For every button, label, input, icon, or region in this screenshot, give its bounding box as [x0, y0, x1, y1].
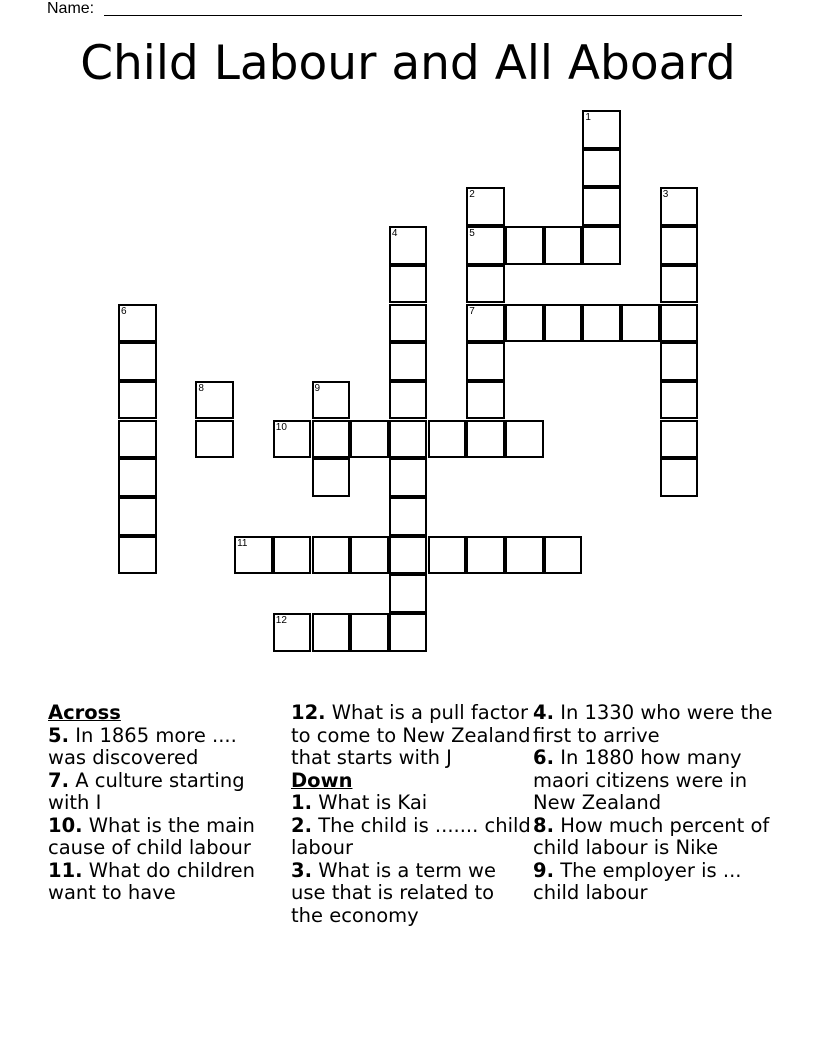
- clue-number: 11.: [48, 858, 83, 882]
- grid-cell[interactable]: [660, 342, 699, 381]
- clue-across-12: [291, 702, 531, 770]
- cell-number: 12: [275, 615, 287, 627]
- clue-number: 2.: [291, 813, 312, 837]
- grid-cell[interactable]: [466, 420, 505, 459]
- grid-cell[interactable]: [621, 304, 660, 343]
- grid-cell[interactable]: [350, 536, 389, 575]
- grid-cell[interactable]: [660, 304, 699, 343]
- clue-down-6: [533, 747, 783, 815]
- grid-cell[interactable]: [582, 149, 621, 188]
- clue-down-9: [533, 860, 783, 905]
- clue-down-8: [533, 815, 783, 860]
- grid-cell[interactable]: [660, 458, 699, 497]
- grid-cell[interactable]: [118, 458, 157, 497]
- clue-across-5: [48, 725, 280, 770]
- clue-text: What do children want to have: [48, 858, 255, 904]
- grid-cell[interactable]: [389, 497, 428, 536]
- grid-cell[interactable]: [350, 613, 389, 652]
- grid-cell[interactable]: [505, 304, 544, 343]
- clue-text: In 1880 how many maori citizens were in New Zealand: [533, 746, 748, 814]
- grid-cell[interactable]: [544, 304, 583, 343]
- grid-cell[interactable]: [312, 458, 351, 497]
- grid-cell[interactable]: [118, 304, 157, 343]
- cell-number: 10: [275, 421, 287, 433]
- grid-cell[interactable]: [118, 420, 157, 459]
- clue-text: In 1330 who were the first to arrive: [533, 701, 773, 747]
- grid-cell[interactable]: [466, 187, 505, 226]
- clue-text: In 1865 more .... was discovered: [48, 723, 237, 769]
- grid-cell[interactable]: [544, 536, 583, 575]
- grid-cell[interactable]: [389, 381, 428, 420]
- clue-down-1: [291, 792, 531, 815]
- clue-number: 6.: [533, 746, 554, 769]
- cell-number: 7: [469, 305, 475, 317]
- clue-down-4: [533, 702, 783, 747]
- grid-cell[interactable]: [505, 226, 544, 265]
- clue-number: 4.: [533, 701, 554, 724]
- clue-down-2: [291, 815, 531, 860]
- grid-cell[interactable]: [660, 265, 699, 304]
- grid-cell[interactable]: [582, 226, 621, 265]
- cell-number: 4: [391, 228, 398, 240]
- grid-cell[interactable]: [350, 420, 389, 459]
- clue-across-7: [48, 770, 280, 815]
- grid-cell[interactable]: [234, 536, 273, 575]
- clue-number: 7.: [48, 768, 69, 792]
- cell-number: 8: [198, 382, 204, 394]
- clue-text: What is a term we use that is related to the economy: [291, 858, 497, 927]
- grid-cell[interactable]: [544, 226, 583, 265]
- grid-cell[interactable]: [118, 342, 157, 381]
- grid-cell[interactable]: [466, 342, 505, 381]
- page-title: Child Labour and All Aboard: [80, 36, 736, 91]
- cell-number: 6: [121, 305, 127, 317]
- cell-number: 11: [237, 537, 248, 549]
- grid-cell[interactable]: [466, 304, 505, 343]
- clue-number: 9.: [533, 858, 554, 882]
- grid-cell[interactable]: [389, 574, 428, 613]
- grid-cell[interactable]: [195, 420, 234, 459]
- grid-cell[interactable]: [195, 381, 234, 420]
- grid-cell[interactable]: [118, 381, 157, 420]
- name-label: Name:: [47, 0, 95, 17]
- clue-down-3: [291, 860, 531, 928]
- grid-cell[interactable]: [466, 226, 505, 265]
- clue-number: 10.: [48, 813, 83, 837]
- clue-text: How much percent of child labour is Nike: [533, 813, 770, 859]
- cell-number: 5: [469, 228, 475, 240]
- clue-number: 8.: [533, 813, 554, 837]
- grid-cell[interactable]: [428, 420, 467, 459]
- grid-cell[interactable]: [660, 420, 699, 459]
- grid-cell[interactable]: [312, 613, 351, 652]
- grid-cell[interactable]: [118, 497, 157, 536]
- grid-cell[interactable]: [312, 381, 351, 420]
- grid-cell[interactable]: [273, 420, 312, 459]
- grid-cell[interactable]: [118, 536, 157, 575]
- grid-cell[interactable]: [312, 536, 351, 575]
- cell-number: 2: [469, 189, 475, 201]
- clue-text: The child is ....... child labour: [291, 813, 531, 859]
- grid-cell[interactable]: [273, 613, 312, 652]
- clue-text: What is the main cause of child labour: [48, 813, 255, 859]
- name-field: [47, 0, 94, 18]
- grid-cell[interactable]: [389, 420, 428, 459]
- clue-text: The employer is ... child labour: [533, 858, 742, 904]
- cell-number: 3: [662, 189, 669, 201]
- name-underline: [104, 15, 742, 16]
- across-heading: Across: [48, 701, 121, 724]
- clue-column-1: [48, 702, 280, 905]
- clue-text: What is Kai: [318, 791, 428, 814]
- clue-number: 12.: [291, 701, 326, 724]
- grid-cell[interactable]: [466, 381, 505, 420]
- grid-cell[interactable]: [660, 187, 699, 226]
- clue-across-11: [48, 860, 280, 905]
- grid-cell[interactable]: [660, 226, 699, 265]
- grid-cell[interactable]: [389, 265, 428, 304]
- grid-cell[interactable]: [505, 420, 544, 459]
- grid-cell[interactable]: [428, 536, 467, 575]
- grid-cell[interactable]: [505, 536, 544, 575]
- grid-cell[interactable]: [389, 613, 428, 652]
- clue-number: 5.: [48, 723, 69, 747]
- grid-cell[interactable]: [389, 536, 428, 575]
- grid-cell[interactable]: [582, 304, 621, 343]
- grid-cell[interactable]: [582, 110, 621, 149]
- grid-cell[interactable]: [660, 381, 699, 420]
- grid-cell[interactable]: [466, 265, 505, 304]
- grid-cell[interactable]: [312, 420, 351, 459]
- grid-cell[interactable]: [582, 187, 621, 226]
- cell-number: 9: [314, 382, 321, 394]
- grid-cell[interactable]: [273, 536, 312, 575]
- grid-cell[interactable]: [389, 342, 428, 381]
- grid-cell[interactable]: [466, 536, 505, 575]
- down-heading: Down: [291, 768, 353, 792]
- clue-number: 1.: [291, 791, 312, 814]
- clue-column-2: [291, 702, 531, 927]
- grid-cell[interactable]: [389, 458, 428, 497]
- clue-text: A culture starting with I: [48, 768, 245, 814]
- cell-number: 1: [585, 112, 591, 123]
- clue-column-3: [533, 702, 783, 905]
- clue-text: What is a pull factor to come to New Zealand that starts with J: [291, 701, 531, 769]
- clue-across-10: [48, 815, 280, 860]
- grid-cell[interactable]: [389, 304, 428, 343]
- grid-cell[interactable]: [389, 226, 428, 265]
- clue-number: 3.: [291, 858, 312, 882]
